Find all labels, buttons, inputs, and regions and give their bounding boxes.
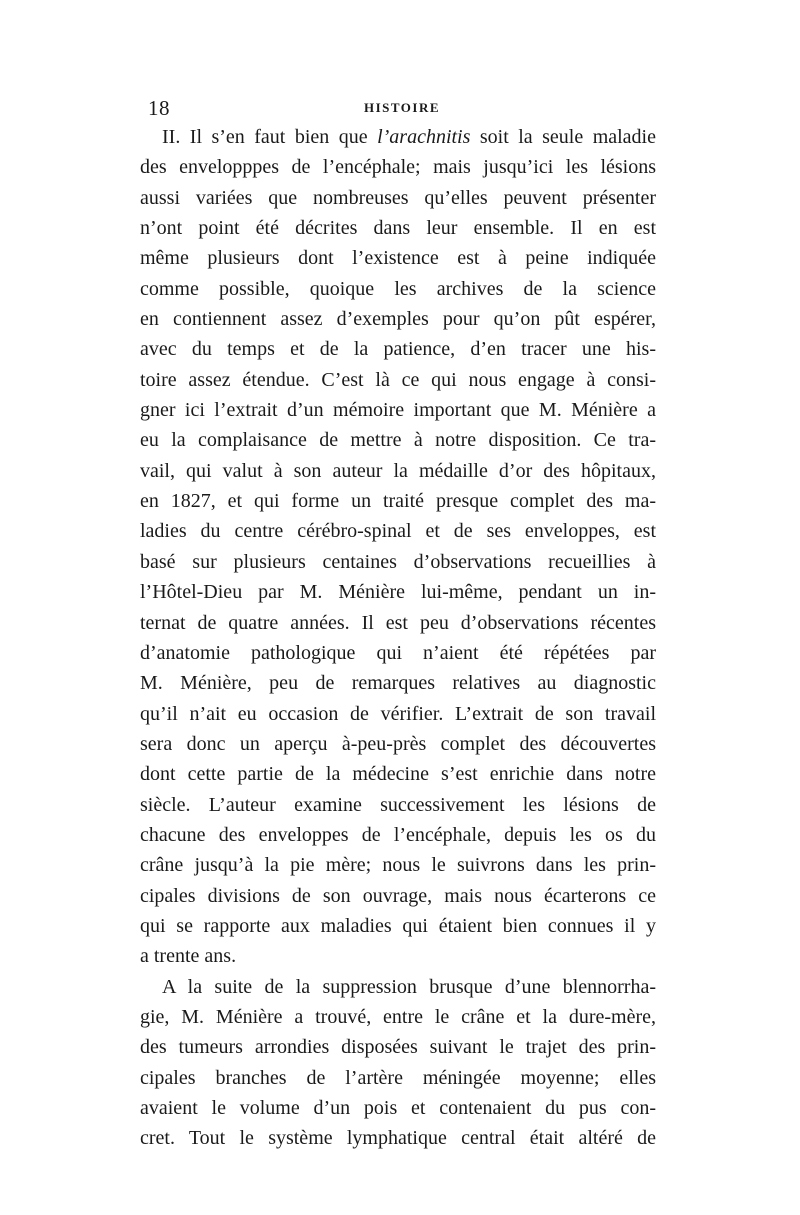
text-line: dont cette partie de la médecine s’est enrichie dans notre <box>140 763 656 786</box>
text-line: cipales branches de l’artère méningée moyenne; elles <box>140 1066 656 1089</box>
text-line: toire assez étendue. C’est là ce qui nous engage à consi- <box>140 368 656 391</box>
text-line: sera donc un aperçu à-peu-près complet des découvertes <box>140 732 656 755</box>
text-line: basé sur plusieurs centaines d’observations recueillies à <box>140 550 656 573</box>
text-line: ladies du centre cérébro-spinal et de ses enveloppes, est <box>140 520 656 543</box>
text-line: qui se rapporte aux maladies qui étaient bien connues il y <box>140 914 656 937</box>
text-line: même plusieurs dont l’existence est à peine indiquée <box>140 247 656 270</box>
text-line: M. Ménière, peu de remarques relatives au diagnostic <box>140 672 656 695</box>
text-line: eu la complaisance de mettre à notre disposition. Ce tra- <box>140 429 656 452</box>
page-number: 18 <box>148 96 170 120</box>
text-line: siècle. L’auteur examine successivement les lésions de <box>140 793 656 816</box>
body-text <box>140 122 656 1154</box>
text-segment: soit la seule maladie <box>470 126 656 148</box>
text-line: avaient le volume d’un pois et contenaient du pus con- <box>140 1097 656 1119</box>
text-line: gner ici l’extrait d’un mémoire important que M. Ménière a <box>140 399 656 422</box>
text-line: vail, qui valut à son auteur la médaille d’or des hôpitaux, <box>140 459 656 482</box>
text-line: cret. Tout le système lymphatique central était altéré de <box>140 1127 656 1150</box>
text-line: A la suite de la suppression brusque d’une blennorrha- <box>162 975 656 998</box>
text-line: gie, M. Ménière a trouvé, entre le crâne et la dure-mère, <box>140 1005 656 1028</box>
text-line: en contiennent assez d’exemples pour qu’on pût espérer, <box>140 308 656 331</box>
text-line: des envelopppes de l’encéphale; mais jusqu’ici les lésions <box>140 156 656 179</box>
text-line: a trente ans. <box>140 945 237 968</box>
italic-term: l’arachnitis <box>377 126 471 148</box>
text-segment: II. Il s’en faut bien que <box>162 126 378 148</box>
text-line: d’anatomie pathologique qui n’aient été répétées par <box>140 641 656 664</box>
text-line: avec du temps et de la patience, d’en tracer une his- <box>140 338 656 361</box>
text-line: chacune des enveloppes de l’encéphale, depuis les os du <box>140 823 656 846</box>
text-line: qu’il n’ait eu occasion de vérifier. L’extrait de son travail <box>140 702 656 725</box>
text-line: comme possible, quoique les archives de la science <box>140 277 656 300</box>
text-line: crâne jusqu’à la pie mère; nous le suivrons dans les prin- <box>140 854 656 877</box>
text-line: en 1827, et qui forme un traité presque complet des ma- <box>140 490 656 513</box>
text-line: l’Hôtel-Dieu par M. Ménière lui-même, pendant un in- <box>140 581 656 604</box>
text-line: aussi variées que nombreuses qu’elles peuvent présenter <box>140 186 656 209</box>
text-line <box>140 122 656 152</box>
page-header <box>148 96 656 120</box>
text-line: des tumeurs arrondies disposées suivant le trajet des prin- <box>140 1036 656 1059</box>
text-line: cipales divisions de son ouvrage, mais nous écarterons ce <box>140 884 656 907</box>
running-head: HISTOIRE <box>363 100 441 115</box>
text-line: n’ont point été décrites dans leur ensemble. Il en est <box>140 217 656 240</box>
text-line: ternat de quatre années. Il est peu d’observations récentes <box>140 611 656 634</box>
